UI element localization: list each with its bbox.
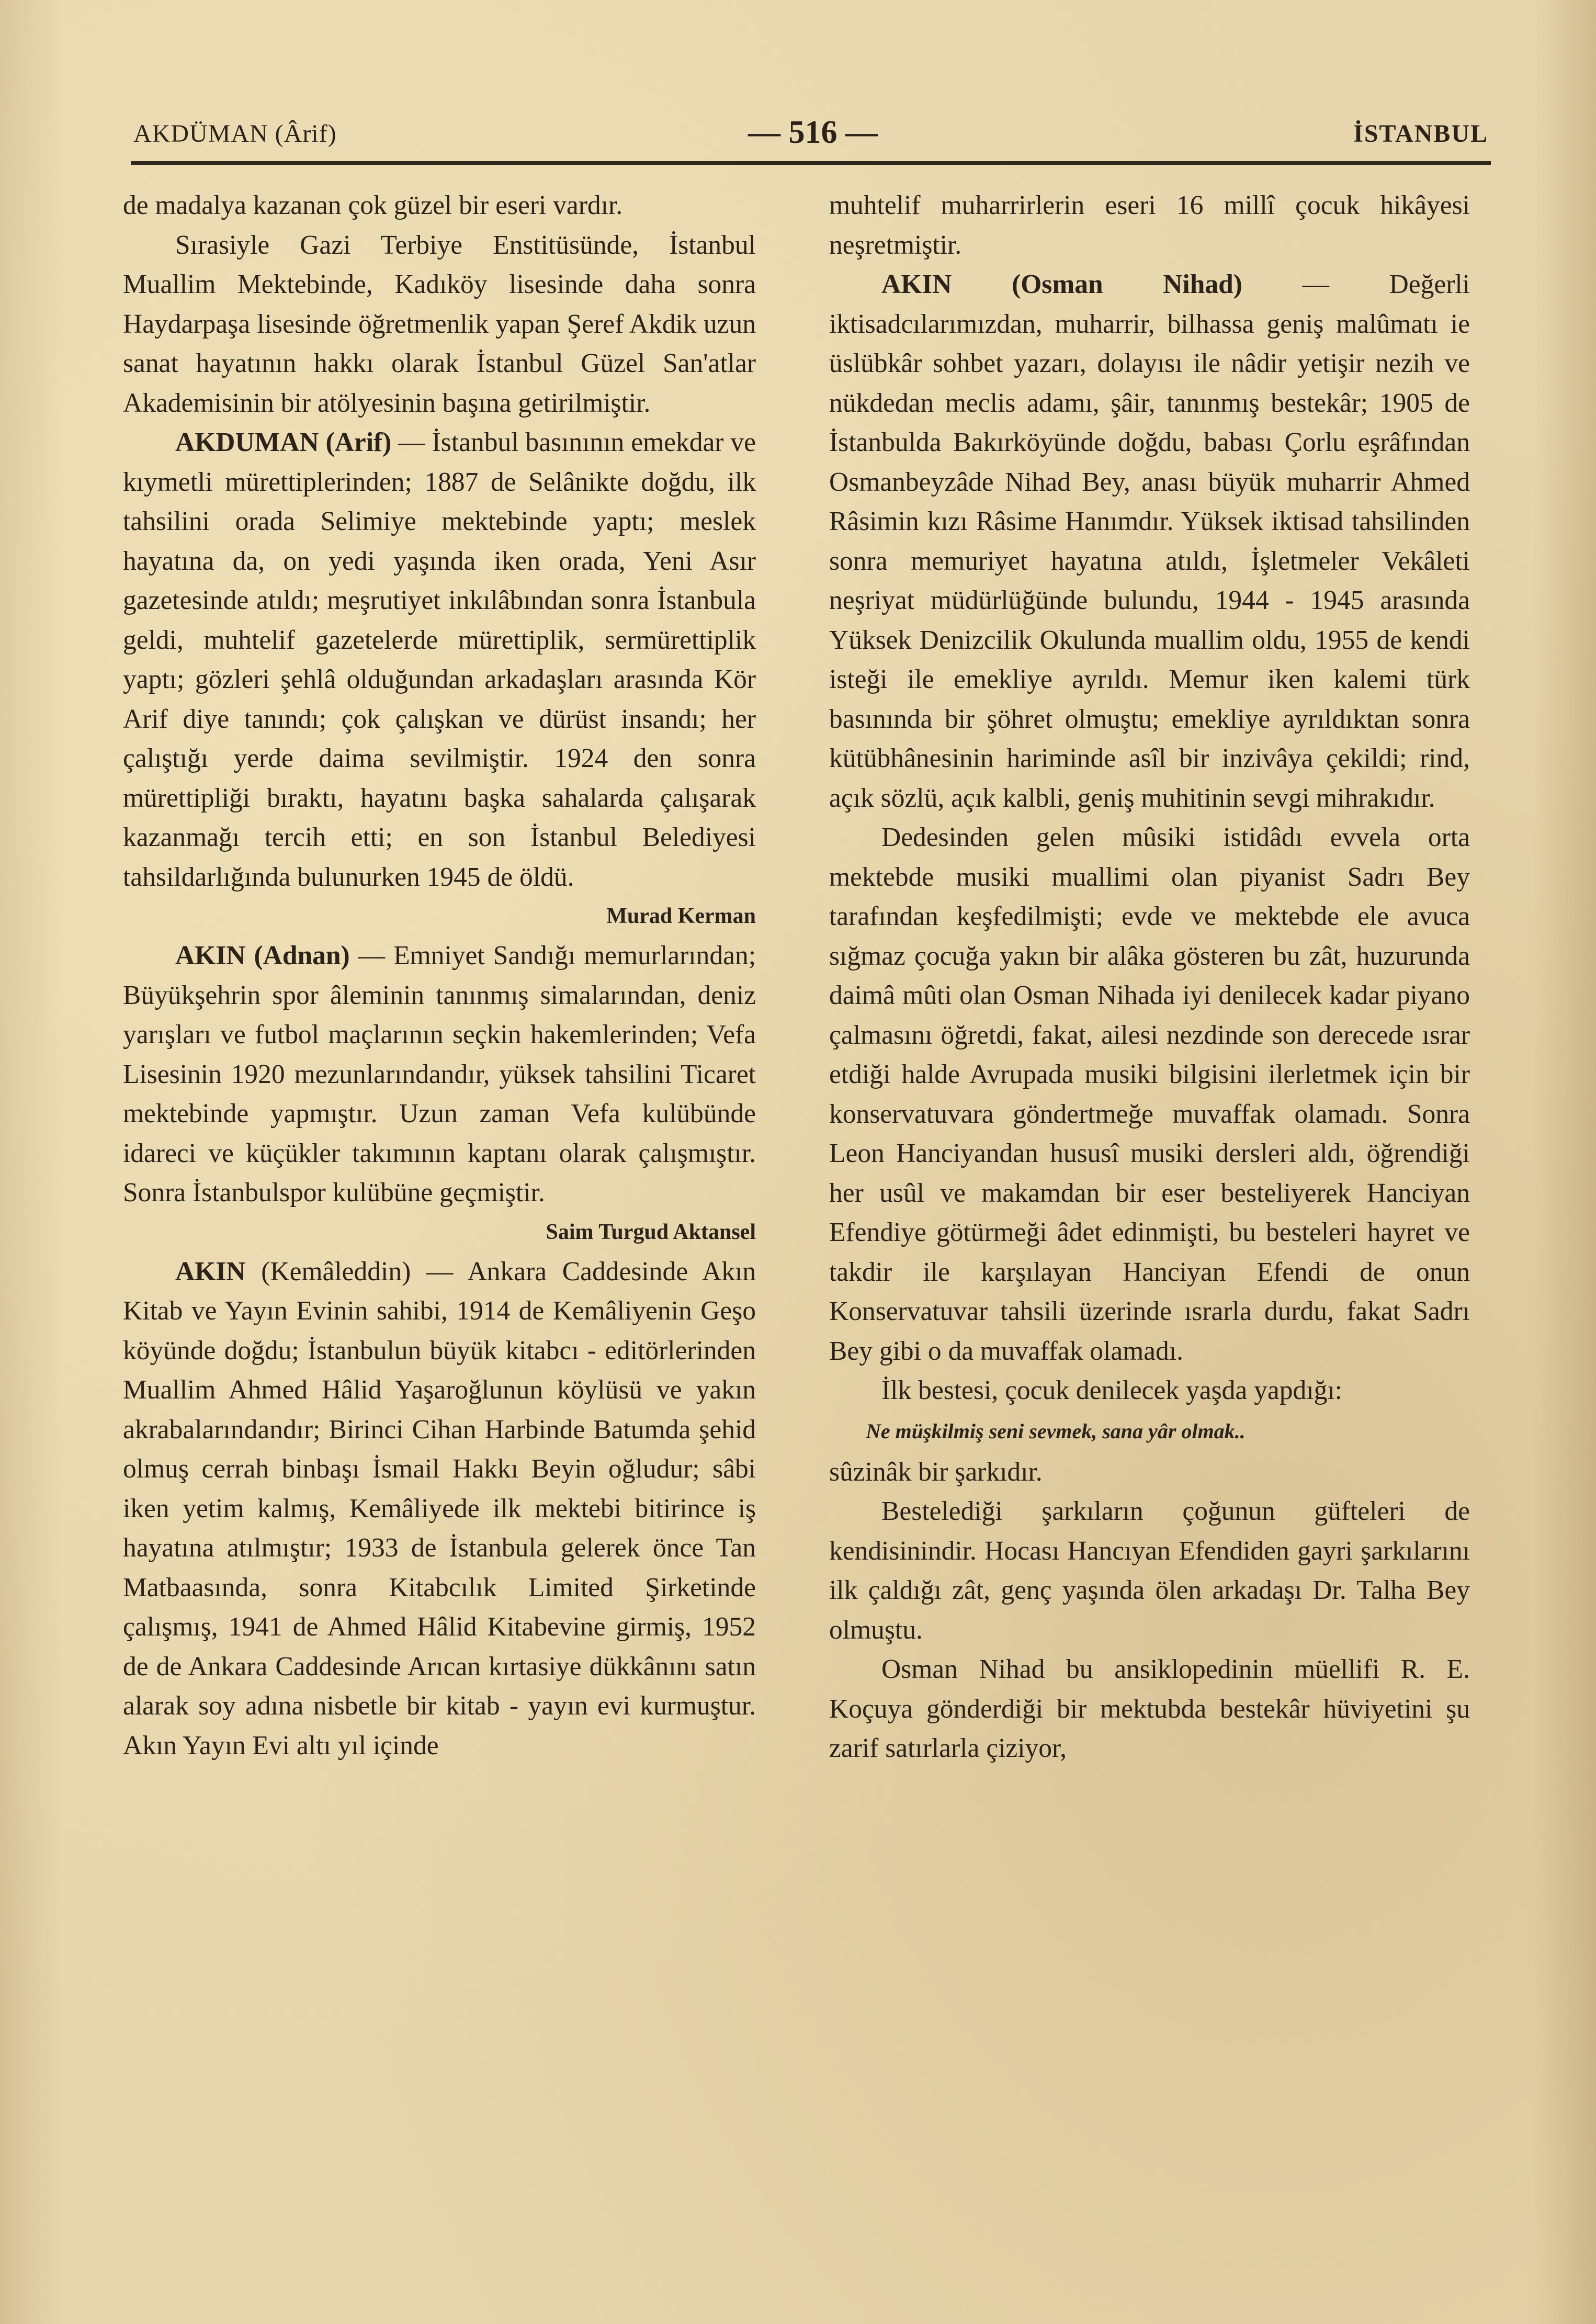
entry-akduman-arif (123, 423, 756, 897)
header-rule (131, 161, 1491, 165)
page-number: — 516 — (748, 115, 878, 150)
entry-text: — İstanbul basınının emekdar ve kıymetli mürettiplerinden; 1887 de Selânikte doğdu, ilk tahsilini orada Selimiye mektebinde yaptı; meslek hayatına da, on yedi yaşında iken orada, Yeni Asır gazetesinde atıldı; meşrutiyet inkılâbından sonra İstanbula geldi, muhtelif gazetelerde mürettiplik, sermürettiplik yaptı; gözleri şehlâ olduğundan arkadaşları arasında Kör Arif diye tanındı; çok çalışkan ve dürüst insandı; her çalıştığı yerde daima sevilmiştir. 1924 den sonra mürettipliği bıraktı, hayatını başka sahalarda çalışarak kazanmağı tercih etti; en son İstanbul Belediyesi tahsildarlığında bulunurken 1945 de öldü. (123, 427, 756, 892)
paragraph: Osman Nihad bu ansiklopedinin müellifi R. E. Koçuya gönderdiği bir mektubda bestekâr hüviyetini şu zarif satırlarla çiziyor, (829, 1654, 1470, 1763)
entry-text: (Kemâleddin) — Ankara Caddesinde Akın Kitab ve Yayın Evinin sahibi, 1914 de Kemâliyenin Geşo köyünde doğdu; İstanbulun büyük kitabcı - editörlerinden Muallim Ahmed Hâlid Yaşaroğlunun köylüsü ve yakın akrabalarındandır; Birinci Cihan Harbinde Batumda şehid olmuş cerrah binbaşı İsmail Hakkı Beyin oğludur; sâbi iken yetim kalmış, Kemâliyede ilk mektebi bitirince iş hayatına atılmıştır; 1933 de İstanbula gelerek önce Tan Matbaasında, sonra Kitabcılık Limited Şirketinde çalışmış, 1941 de Ahmed Hâlid Kitabevine girmiş, 1952 de de Ankara Caddesinde Arıcan kırtasiye dükkânını satın alarak soy adına nisbetle bir kitab - yayın evi kurmuştur. Akın Yayın Evi altı yıl içinde (123, 1256, 756, 1761)
paragraph: Dedesinden gelen mûsiki istidâdı evvela orta mektebde musiki muallimi olan piyanist Sadrı Bey tarafından keşfedilmişti; evde ve mektebde ele avuca sığmaz çocuğa yakın bir alâka gösteren bu zât, huzurunda daimâ mûti olan Osman Nihada iyi denilecek kadar piyano çalmasını öğretdi, fakat, ailesi nezdinde son derecede ısrar etdiği halde Avrupada musiki bilgisini ilerletmek için bir konservatuvara göndertmeğe muvaffak olamadı. Sonra Leon Hanciyandan hususî musiki dersleri aldı, öğrendiği her usûl ve makamdan bir eser besteliyerek Hanciyan Efendiye götürmeği âdet edinmişti, bu besteleri hayret ve takdir ile karşılayan Hanciyan Efendi de onun Konservatuvar tahsili üzerinde ısrarla durdu, fakat Sadrı Bey gibi o da muvaffak olamadı. (829, 822, 1470, 1366)
entry-akin-osman-nihad (829, 265, 1470, 818)
paragraph: Sırasiyle Gazi Terbiye Enstitüsünde, İstanbul Muallim Mektebinde, Kadıköy lisesinde daha sonra Haydarpaşa lisesinde öğretmenlik yapan Şeref Akdik uzun sanat hayatının hakkı olarak İstanbul Güzel San'atlar Akademisinin bir atölyesinin başına getirilmiştir. (123, 230, 756, 418)
paragraph: muhtelif muharrirlerin eseri 16 millî çocuk hikâyesi neşretmiştir. (829, 190, 1470, 260)
entry-title: AKDUMAN (Arif) (175, 427, 392, 457)
entry-text: — Emniyet Sandığı memurlarından; Büyükşehrin spor âleminin tanınmış simalarından, deniz yarışları ve futbol maçlarının seçkin hakemlerinden; Vefa Lisesinin 1920 mezunlarındandır, yüksek tahsilini Ticaret mektebinde yapmıştır. Uzun zaman Vefa kulübünde idareci ve küçükler takımının kaptanı olarak çalışmıştır. Sonra İstanbulspor kulübüne geçmiştir. (123, 941, 756, 1208)
song-lyric-quote: Ne müşkilmiş seni sevmek, sana yâr olmak.. (866, 1419, 1246, 1443)
header-city: İSTANBUL (1353, 120, 1488, 148)
paragraph: Bestelediği şarkıların çoğunun güfteleri de kendisinindir. Hocası Hancıyan Efendiden gayri şarkılarını ilk çaldığı zât, genç yaşında ölen arkadaşı Dr. Talha Bey olmuştu. (829, 1496, 1470, 1645)
entry-akin-kemaleddin (123, 1252, 756, 1766)
page-header (133, 110, 1488, 157)
header-running-title: AKDÜMAN (Ârif) (133, 120, 337, 148)
paragraph: İlk bestesi, çocuk denilecek yaşda yapdığı: (881, 1375, 1342, 1405)
author-signature: Saim Turgud Aktansel (546, 1220, 756, 1244)
paragraph: sûzinâk bir şarkıdır. (829, 1457, 1043, 1487)
entry-title: AKIN (175, 1256, 246, 1287)
right-column (829, 186, 1470, 1768)
entry-akin-adnan (123, 936, 756, 1213)
entry-title: AKIN (Osman Nihad) (881, 269, 1242, 299)
paragraph: de madalya kazanan çok güzel bir eseri vardır. (123, 190, 623, 220)
author-signature: Murad Kerman (606, 904, 756, 928)
left-column (123, 186, 756, 1765)
entry-text: — Değerli iktisadcılarımızdan, muharrir, bilhassa geniş malûmatı ie üslübkâr sohbet yazarı, dolayısı ile nâdir yetişir nezih ve nükdedan meclis adamı, şâir, tanınmış bestekâr; 1905 de İstanbulda Bakırköyünde doğdu, babası Çorlu eşrâfından Osmanbeyzâde Nihad Bey, anası büyük muharrir Ahmed Râsimin kızı Râsime Hanımdır. Yüksek iktisad tahsilinden sonra memuriyet hayatına atıldı, İşletmeler Vekâleti neşriyat müdürlüğünde bulundu, 1944 - 1945 arasında Yüksek Denizcilik Okulunda muallim oldu, 1955 de kendi isteği ile emekliye ayrıldı. Memur iken kalemi türk basınında bir şöhret olmuştu; emekliye ayrıldıktan sonra kütübhânesinin hariminde asîl bir inzivâya çekildi; rind, açık sözlü, açık kalbli, geniş muhitinin sevgi mihrakıdır. (829, 269, 1470, 813)
entry-title: AKIN (Adnan) (175, 941, 350, 971)
